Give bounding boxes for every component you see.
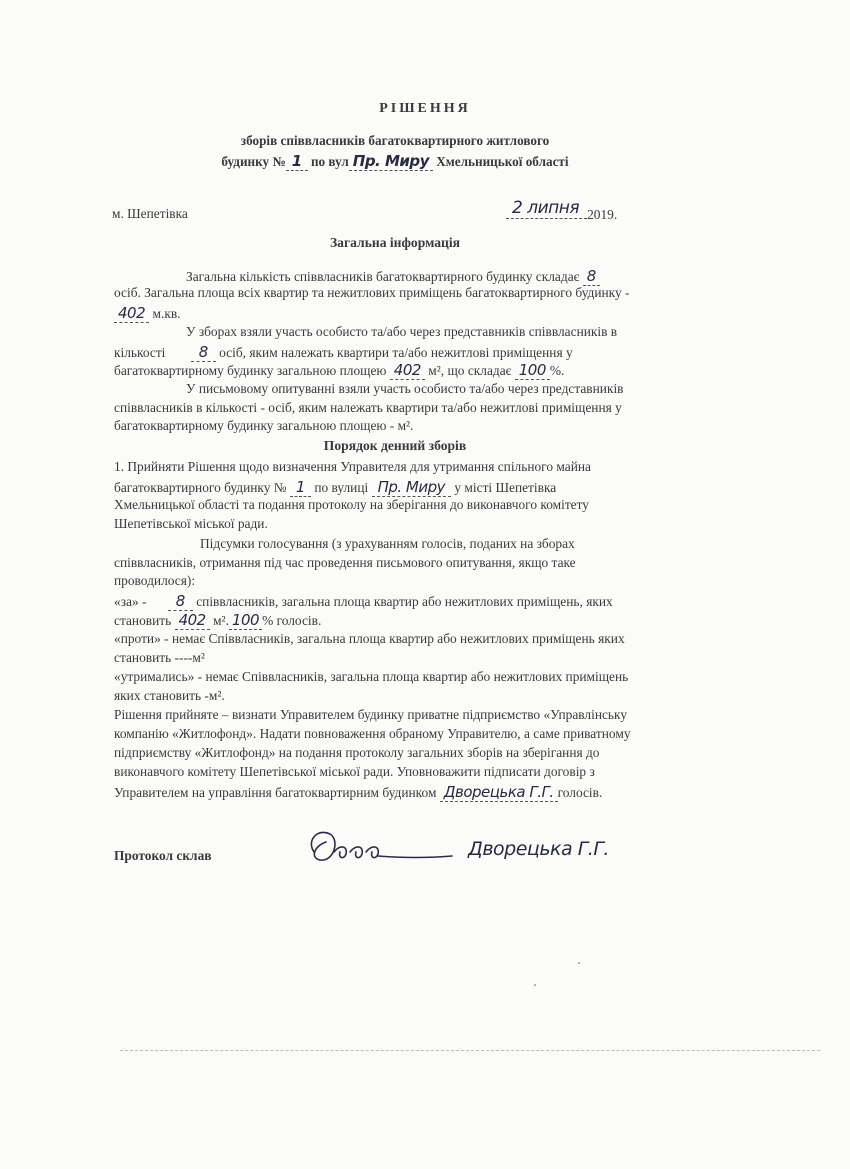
decision-line-4: виконавчого комітету Шепетівської міської ради. Уповноважити підписати договір з (114, 764, 595, 779)
votes-line-1: Підсумки голосування (з урахуванням голосів, поданих на зборах (200, 536, 575, 551)
decision-line-5: Управителем на управління багатоквартирним будинком Дворецька Г.Г. голосів. (114, 783, 603, 801)
handwritten-percent: 100 (515, 361, 550, 380)
handwritten-street-2: Пр. Миру (372, 478, 451, 497)
handwritten-votes-for-area: 402 (175, 611, 210, 630)
signature-scribble (300, 822, 460, 872)
handwritten-authorized-name: Дворецька Г.Г. (440, 783, 558, 802)
scan-speck (534, 984, 536, 986)
agenda-line-3: Хмельницької області та подання протоколу на зберігання до виконавчого комітету (114, 497, 589, 512)
abstain-line-2: яких становить -м². (114, 688, 225, 703)
general-line-2: осіб. Загальна площа всіх квартир та нежитлових приміщень багатоквартирного будинку - (114, 285, 630, 300)
general-line-1: Загальна кількість співвласників багатоквартирного будинку складає 8 (186, 267, 600, 286)
votes-for-line-2: становить 402 м². 100 % голосів. (114, 611, 322, 629)
agenda-heading: Порядок денний зборів (323, 438, 467, 453)
handwritten-street: Пр. Миру (349, 152, 433, 171)
general-line-9: багатоквартирному будинку загальною площею - м². (114, 418, 414, 433)
general-line-8: співвласників в кількості - осіб, яким належать квартири та/або нежитлові приміщення у (114, 400, 622, 415)
agenda-line-1: 1. Прийняти Рішення щодо визначення Управителя для утримання спільного майна (114, 459, 591, 474)
general-line-6: багатоквартирному будинку загальною площею 402 м², що складає 100 %. (114, 361, 565, 379)
general-line-3: 402 м.кв. (114, 304, 181, 323)
scan-speck (578, 962, 580, 964)
votes-line-2: співвласників, отримання під час проведення письмового опитування, якщо таке (114, 555, 576, 570)
subtitle-line-2: будинку № 1 по вул Пр. Миру Хмельницької області (221, 152, 569, 170)
votes-against-line-2: становить ----м² (114, 650, 205, 665)
handwritten-house-number-2: 1 (290, 478, 311, 497)
decision-line-1: Рішення прийняте – визнати Управителем будинку приватне підприємство «Управлінську (114, 707, 628, 722)
abstain-line-1: «утримались» - немає Співвласників, загальна площа квартир або нежитлових приміщень (114, 669, 629, 684)
protocol-author-label: Протокол склав (114, 848, 212, 863)
handwritten-house-number: 1 (286, 152, 308, 171)
handwritten-participants-count: 8 (191, 343, 216, 362)
votes-line-3: проводилося): (114, 573, 196, 588)
votes-for-line-1: «за» - 8 співвласників, загальна площа квартир або нежитлових приміщень, яких (114, 592, 613, 610)
decision-line-3: підприємству «Житлофонд» на подання протоколу загальних зборів на зберігання до (114, 745, 600, 760)
handwritten-votes-for: 8 (168, 592, 193, 611)
votes-against-line-1: «проти» - немає Співвласників, загальна площа квартир або нежитлових приміщень яких (114, 631, 625, 646)
handwritten-participants-area: 402 (390, 361, 425, 380)
general-line-7: У письмовому опитуванні взяли участь особисто та/або через представників (186, 381, 624, 396)
handwritten-owners-count: 8 (583, 267, 600, 286)
general-line-5: кількості 8 осіб, яким належать квартири та/або нежитлові приміщення у (114, 343, 573, 361)
handwritten-signature-name: Дворецька Г.Г. (468, 838, 609, 860)
handwritten-total-area: 402 (114, 304, 149, 323)
document-title: РІШЕННЯ (379, 101, 471, 116)
place-text: м. Шепетівка (112, 206, 188, 221)
handwritten-date: 2 липня (506, 198, 587, 219)
handwritten-votes-for-percent: 100 (229, 611, 262, 630)
general-info-heading: Загальна інформація (330, 235, 460, 250)
agenda-line-4: Шепетівської міської ради. (114, 516, 268, 531)
decision-line-2: компанію «Житлофонд». Надати повноваження обраному Управителю, а саме приватному (114, 726, 631, 741)
subtitle-line-1: зборів співвласників багатоквартирного житлового (240, 133, 550, 148)
date-line: 2 липня 2019. (506, 198, 617, 219)
scan-edge-line (120, 1050, 820, 1051)
agenda-line-2: багатоквартирного будинку № 1 по вулиці Пр. Миру у місті Шепетівка (114, 478, 557, 496)
general-line-4: У зборах взяли участь особисто та/або через представників співвласників в (186, 324, 618, 339)
